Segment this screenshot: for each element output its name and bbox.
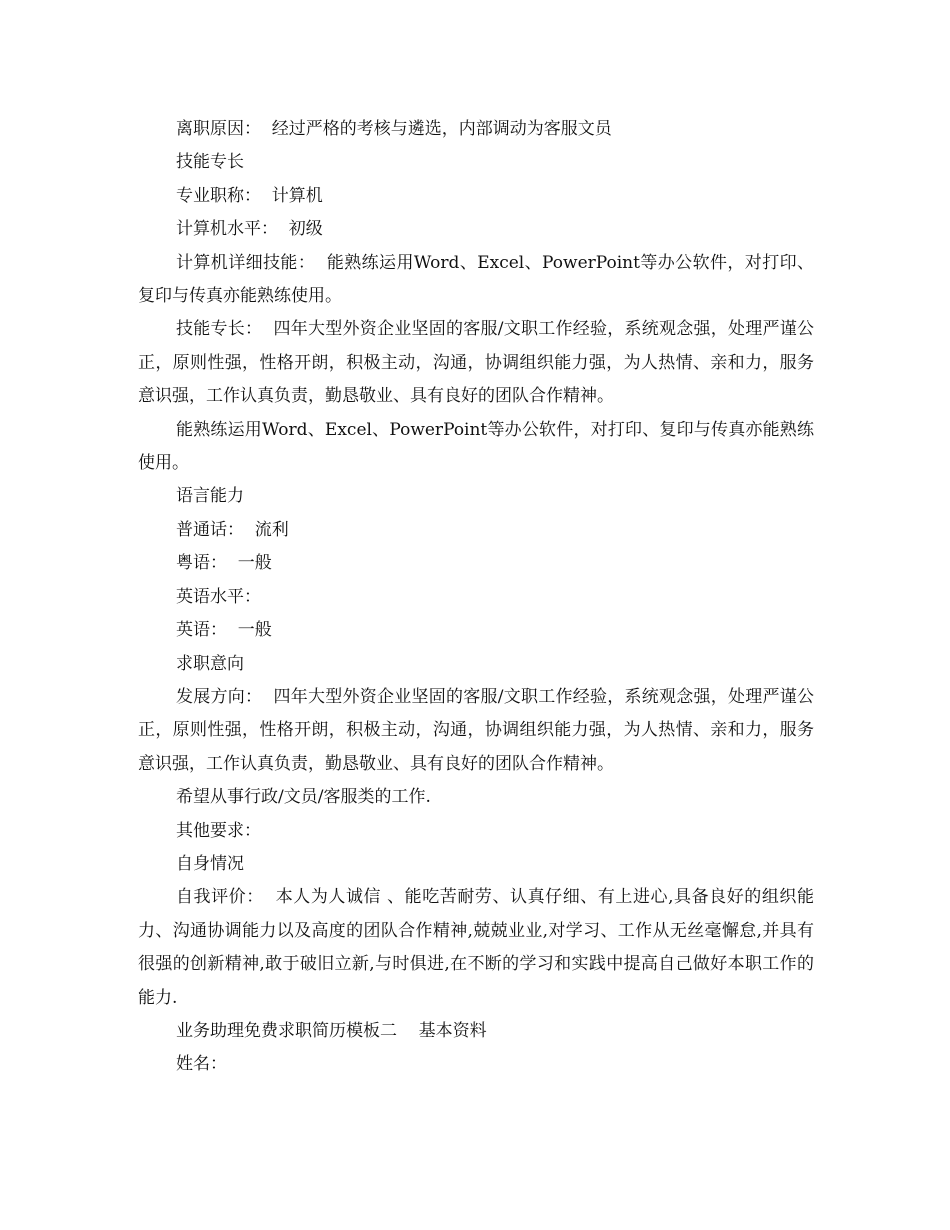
paragraph-mandarin: 普通话： 流利 <box>176 519 289 540</box>
paragraph-computer-level: 计算机水平： 初级 <box>176 219 323 240</box>
paragraph-name: 姓名： <box>176 1054 227 1075</box>
paragraph-leave-reason: 离职原因： 经过严格的考核与遴选，内部调动为客服文员 <box>176 119 612 139</box>
paragraph-self-evaluation: 自我评价： 本人为人诚信 、能吃苦耐劳、认真仔细、有上进心,具备良好的组织能力、沟通协调能力以及高度的团队合作精神,兢兢业业,对学习、工作从无丝毫懈怠,并具有很强的创新精神,敢于破旧立新,与时俱进,在不断的学习和实践中提高自己做好本职工作的能力. <box>138 887 814 1008</box>
section-heading-job-intention: 求职意向 <box>176 653 244 674</box>
section-heading-skills: 技能专长 <box>176 152 244 173</box>
paragraph-office-software: 能熟练运用Word、Excel、PowerPoint等办公软件，对打印、复印与传真亦能熟练使用。 <box>138 419 814 474</box>
paragraph-english: 英语： 一般 <box>176 620 272 641</box>
paragraph-other-requirements: 其他要求： <box>176 820 261 841</box>
paragraph-professional-title: 专业职称： 计算机 <box>176 185 323 206</box>
document-body <box>138 113 814 1082</box>
paragraph-skill-strengths: 技能专长： 四年大型外资企业坚固的客服/文职工作经验，系统观念强，处理严谨公正，原则性强，性格开朗，积极主动，沟通，协调组织能力强，为人热情、亲和力，服务意识强，工作认真负责，勤恳敬业、具有良好的团队合作精神。 <box>138 319 814 407</box>
paragraph-english-level: 英语水平： <box>176 586 261 607</box>
paragraph-career-direction: 发展方向： 四年大型外资企业坚固的客服/文职工作经验，系统观念强，处理严谨公正，原则性强，性格开朗，积极主动，沟通，协调组织能力强，为人热情、亲和力，服务意识强，工作认真负责，勤恳敬业、具有良好的团队合作精神。 <box>138 686 814 774</box>
paragraph-cantonese: 粤语： 一般 <box>176 553 272 574</box>
paragraph-template-title: 业务助理免费求职简历模板二 基本资料 <box>176 1020 487 1041</box>
paragraph-computer-skills: 计算机详细技能： 能熟练运用Word、Excel、PowerPoint等办公软件，对打印、复印与传真亦能熟练使用。 <box>138 252 814 307</box>
section-heading-self: 自身情况 <box>176 853 244 874</box>
paragraph-desired-work: 希望从事行政/文员/客服类的工作. <box>176 787 431 808</box>
section-heading-language: 语言能力 <box>176 486 244 507</box>
